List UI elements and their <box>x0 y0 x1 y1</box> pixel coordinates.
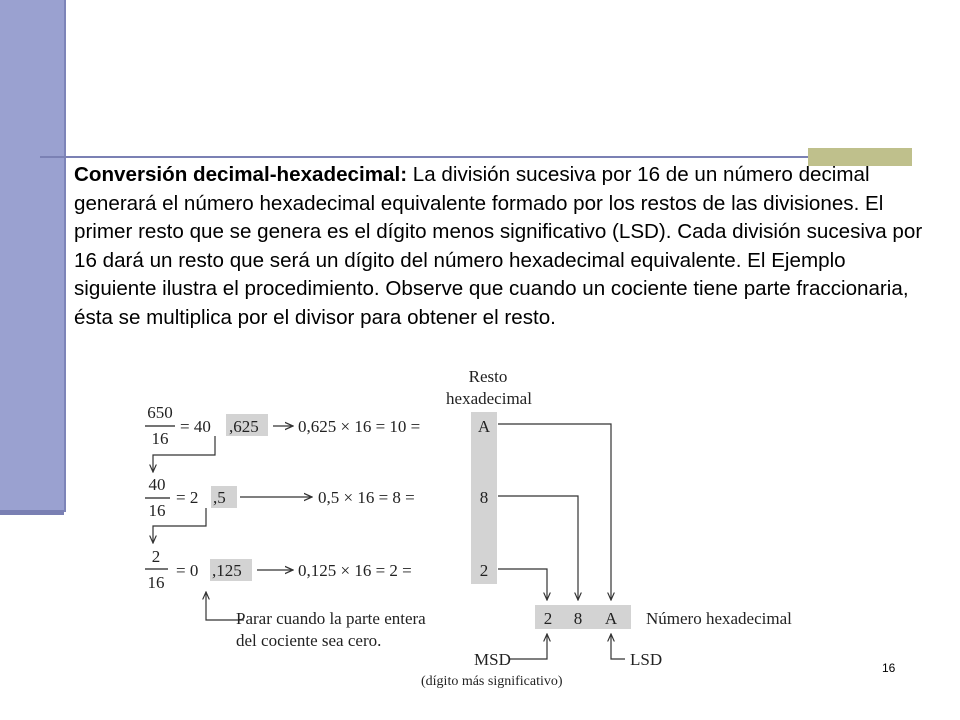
row3-fraction: ,125 <box>212 561 242 580</box>
row1-denominator: 16 <box>151 429 169 448</box>
lsd-label: LSD <box>630 650 663 669</box>
paragraph-heading: Conversión decimal-hexadecimal: <box>74 163 408 186</box>
row1-numerator: 650 <box>147 403 173 422</box>
row2-equals: = 2 <box>176 488 199 507</box>
row1-remainder: A <box>477 417 491 436</box>
msd-label: MSD <box>474 650 511 669</box>
row3-calc: 0,125 × 16 = 2 = <box>298 561 412 580</box>
division-row-2 <box>145 475 488 520</box>
row1-equals: = 40 <box>180 417 211 436</box>
row1-fraction: ,625 <box>229 417 259 436</box>
route-arrow-A <box>498 424 611 600</box>
row2-fraction: ,5 <box>213 488 226 507</box>
msd-note: (dígito más significativo) <box>421 674 563 689</box>
row3-numerator: 2 <box>151 547 161 566</box>
paragraph-body: La división sucesiva por 16 de un número decimal generará el número hexadecimal equivalente formado por los restos de las divisiones. El primer resto que se genera es el dígito menos significativo (LSD). Cada división sucesiva por 16 dará un resto que será un dígito del número hexadecimal equivalente. El Ejemplo siguiente ilustra el procedimiento. Observe que cuando un cociente tiene parte fraccionaria, ésta se multiplica por el divisor para obtener el resto. <box>74 163 923 329</box>
result-digit-middle: 8 <box>573 609 583 628</box>
row3-remainder: 2 <box>479 561 489 580</box>
row3-denominator: 16 <box>147 573 165 592</box>
resto-header-line1: Resto <box>468 367 508 386</box>
msd-pointer <box>509 634 547 659</box>
row1-calc: 0,625 × 16 = 10 = <box>298 417 421 436</box>
row2-numerator: 40 <box>148 475 166 494</box>
row3-equals: = 0 <box>176 561 199 580</box>
route-arrow-8 <box>498 496 578 600</box>
row2-calc: 0,5 × 16 = 8 = <box>318 488 415 507</box>
lsd-pointer <box>611 634 625 659</box>
stop-note-line2: del cociente sea cero. <box>236 631 382 650</box>
row2-denominator: 16 <box>148 501 166 520</box>
route-arrow-2 <box>498 569 547 600</box>
result-digit-lsd: A <box>604 609 618 628</box>
division-row-1 <box>145 403 491 448</box>
stop-note-line1: Parar cuando la parte entera <box>236 609 426 628</box>
row2-remainder: 8 <box>479 488 489 507</box>
page-number: 16 <box>882 661 896 675</box>
division-row-3 <box>145 547 488 592</box>
result-label: Número hexadecimal <box>646 609 792 628</box>
resto-header-line2: hexadecimal <box>446 389 532 408</box>
result-digit-msd: 2 <box>543 609 553 628</box>
